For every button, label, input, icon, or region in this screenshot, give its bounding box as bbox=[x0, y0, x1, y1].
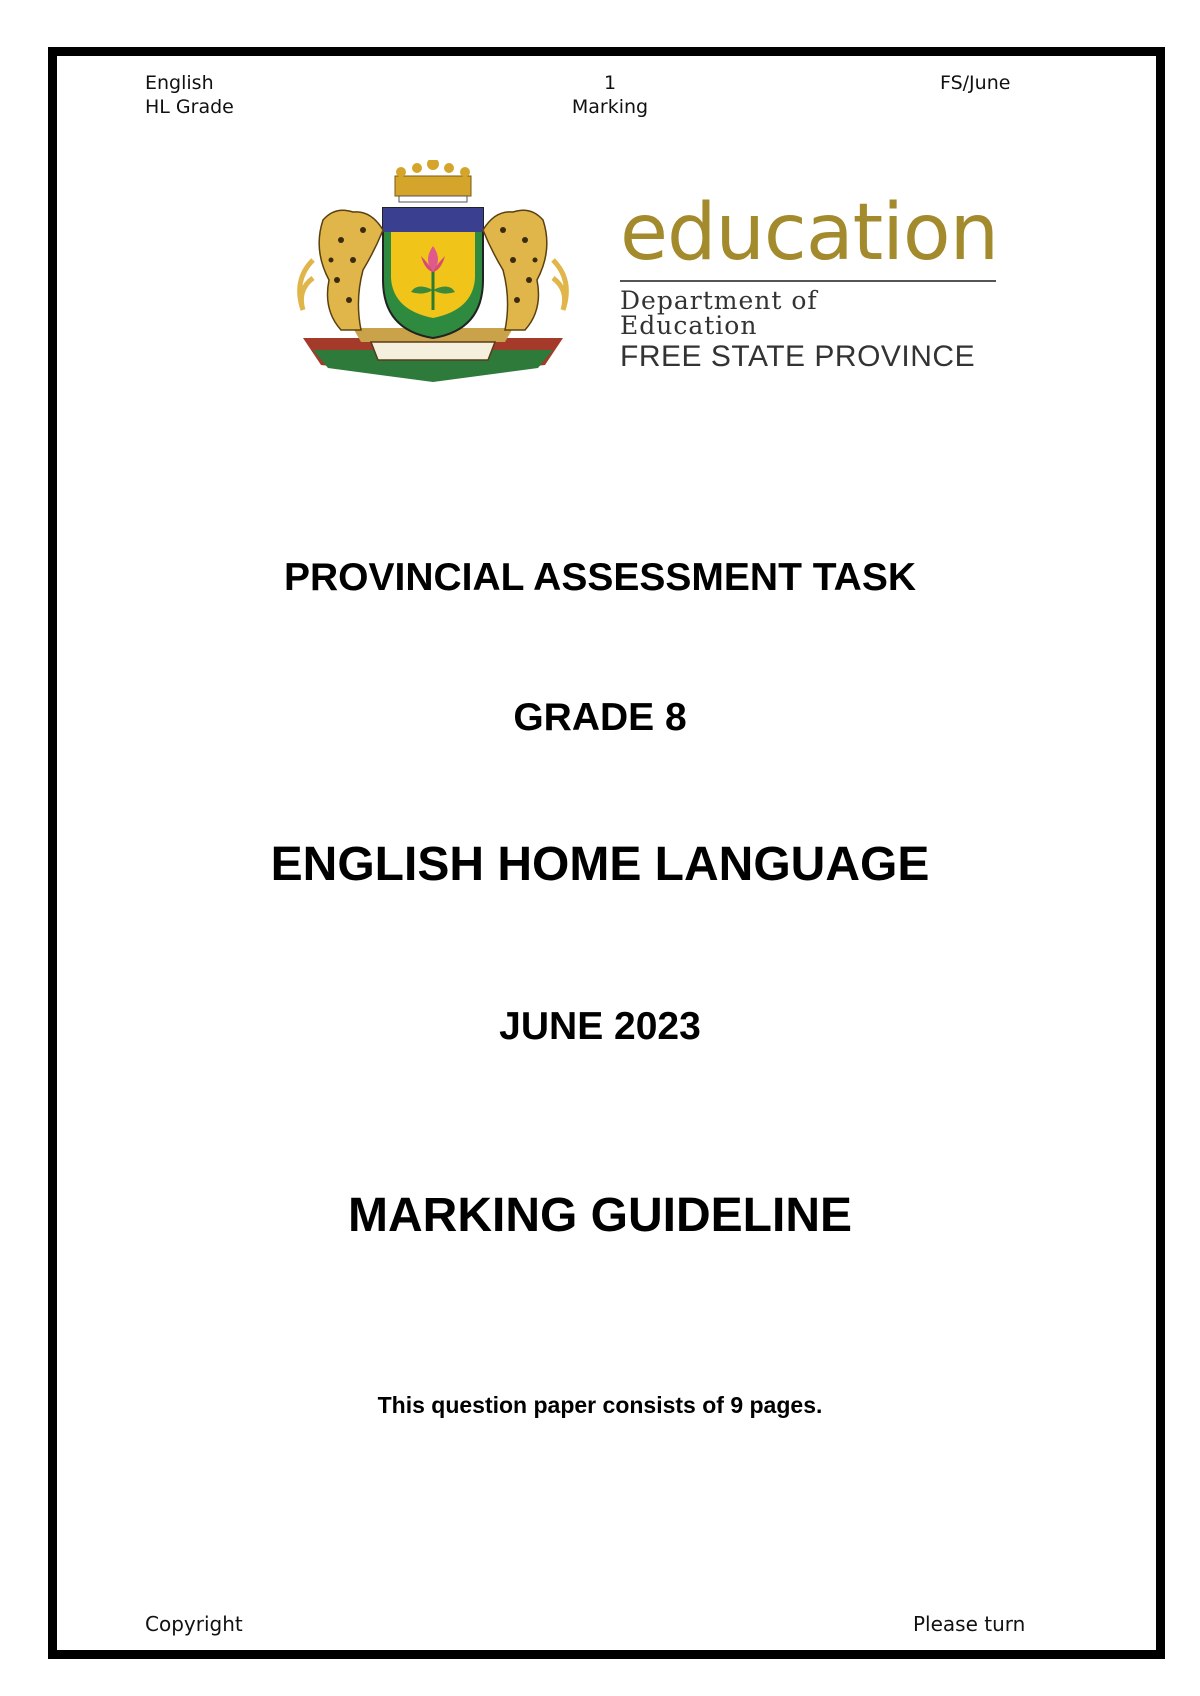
province-name: FREE STATE PROVINCE bbox=[620, 340, 976, 373]
header-center-line2: Marking bbox=[571, 96, 649, 118]
task-title: PROVINCIAL ASSESSMENT TASK bbox=[283, 556, 917, 599]
department-line2: Education bbox=[620, 311, 758, 340]
header-page-info bbox=[540, 71, 680, 119]
session-title: JUNE 2023 bbox=[499, 1005, 701, 1048]
department-logo bbox=[620, 188, 998, 374]
pages-note: This question paper consists of 9 pages. bbox=[377, 1392, 823, 1418]
subject-title: ENGLISH HOME LANGUAGE bbox=[270, 838, 930, 891]
header-right: FS/June bbox=[940, 72, 1011, 94]
page-number: 1 bbox=[603, 72, 617, 94]
document-type-title: MARKING GUIDELINE bbox=[348, 1189, 852, 1242]
brand-wordmark: education bbox=[620, 188, 999, 278]
footer-copyright: Copyright bbox=[145, 1612, 243, 1636]
grade-title: GRADE 8 bbox=[513, 696, 687, 739]
footer-please-turn: Please turn bbox=[913, 1612, 1026, 1636]
coat-of-arms-icon bbox=[283, 160, 583, 392]
department-line1: Department of bbox=[620, 286, 818, 315]
brand-divider bbox=[620, 280, 996, 282]
header-left-line2: HL Grade bbox=[145, 96, 234, 118]
header-left-line1: English bbox=[145, 72, 214, 94]
header-subject bbox=[145, 71, 234, 119]
